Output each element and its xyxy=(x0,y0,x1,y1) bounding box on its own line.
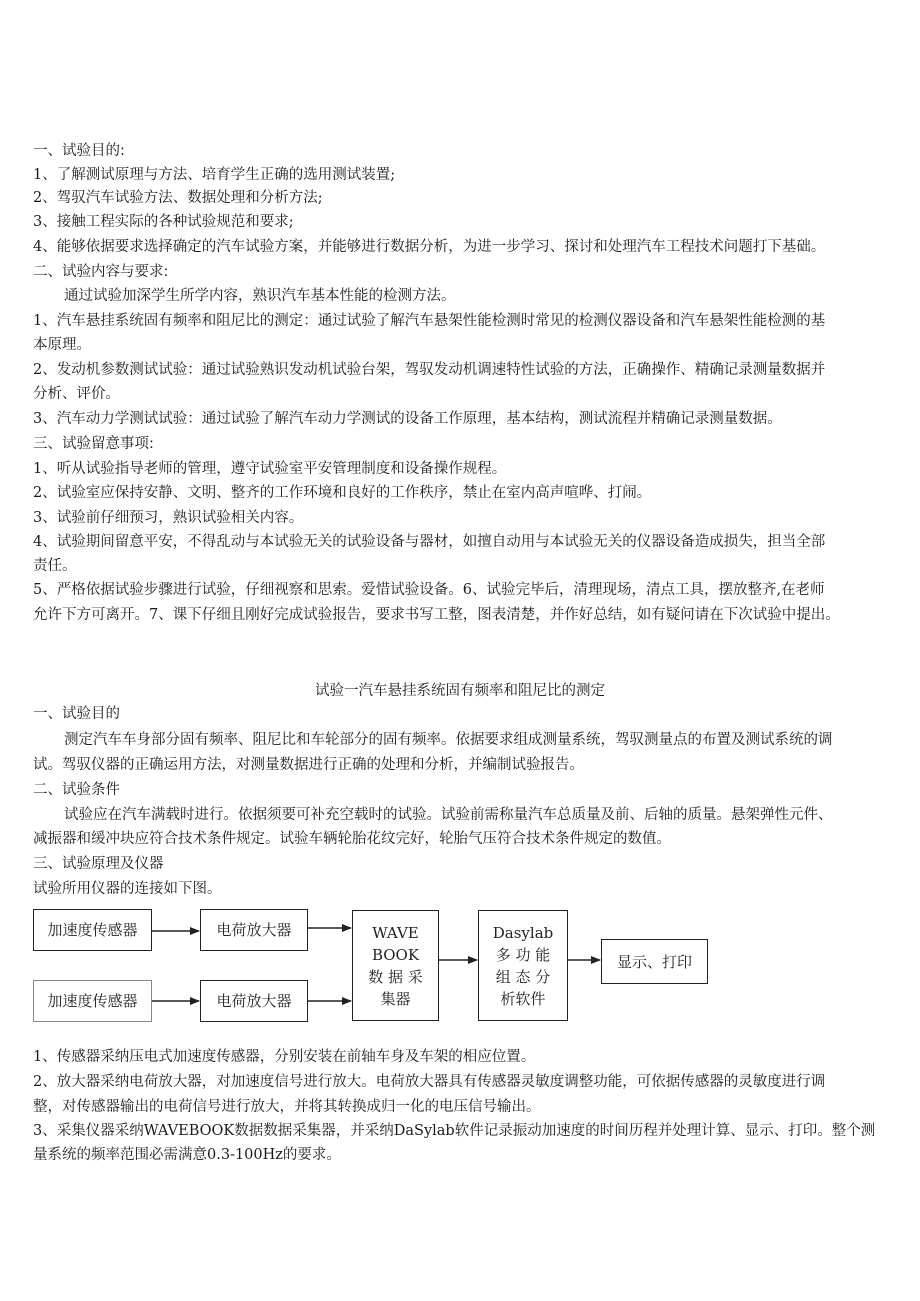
purpose-text: 试。驾驭仪器的正确运用方法，对测量数据进行正确的处理和分析，并编制试验报告。 xyxy=(33,757,584,773)
wavebook-label: 数 据 采 xyxy=(368,967,423,986)
section3-item: 1、听从试验指导老师的管理，遵守试验室平安管理制度和设备操作规程。 xyxy=(33,461,507,477)
note-item: 整，对传感器输出的电荷信号进行放大，并将其转换成归一化的电压信号输出。 xyxy=(33,1099,541,1115)
purpose-text: 测定汽车车身部分固有频率、阻尼比和车轮部分的固有频率。依据要求组成测量系统，驾驭测量点的布置及测试系统的调 xyxy=(64,732,833,748)
wavebook-label: WAVE xyxy=(372,923,419,942)
section2-item: 1、汽车悬挂系统固有频率和阻尼比的测定：通过试验了解汽车悬架性能检测时常见的检测仪器设备和汽车悬架性能检测的基 xyxy=(33,313,826,329)
experiment-title: 试验一汽车悬挂系统固有频率和阻尼比的测定 xyxy=(315,683,605,699)
dasylab-box xyxy=(478,910,568,1021)
section1-item: 1、了解测试原理与方法、培育学生正确的选用测试装置; xyxy=(33,167,396,183)
note-item: 1、传感器采纳压电式加速度传感器，分别安装在前轴车身及车架的相应位置。 xyxy=(33,1049,536,1065)
amplifier-box-2: 电荷放大器 xyxy=(200,980,308,1022)
note-item: 2、放大器采纳电荷放大器，对加速度信号进行放大。电荷放大器具有传感器灵敏度调整功能，可依据传感器的灵敏度进行调 xyxy=(33,1074,826,1090)
conditions-text: 试验应在汽车满载时进行。依据须要可补充空载时的试验。试验前需称量汽车总质量及前、后轴的质量。悬架弹性元件、 xyxy=(64,807,833,823)
amplifier-box-1: 电荷放大器 xyxy=(200,909,308,951)
section3-item: 责任。 xyxy=(33,558,77,574)
wavebook-label: BOOK xyxy=(371,945,420,964)
section3-item: 2、试验室应保持安静、文明、整齐的工作环境和良好的工作秩序，禁止在室内高声喧哗、打闹。 xyxy=(33,485,652,501)
section2-heading: 二、试验内容与要求: xyxy=(33,264,169,280)
note-item: 3、采集仪器采纳WAVEBOOK数据数据采集器，并采纳DaSylab软件记录振动加速度的时间历程并处理计算、显示、打印。整个测 xyxy=(33,1123,876,1139)
section2-item: 2、发动机参数测试试验：通过试验熟识发动机试验台架，驾驭发动机调速特性试验的方法，正确操作、精确记录测量数据并 xyxy=(33,362,826,378)
wavebook-label: 集器 xyxy=(380,989,411,1008)
display-print-box: 显示、打印 xyxy=(601,939,708,984)
section2-item: 本原理。 xyxy=(33,337,91,353)
wavebook-box xyxy=(352,910,439,1021)
purpose-heading: 一、试验目的 xyxy=(33,706,120,722)
conditions-heading: 二、试验条件 xyxy=(33,782,120,798)
section1-item: 4、能够依据要求选择确定的汽车试验方案，并能够进行数据分析，为进一步学习、探讨和处理汽车工程技术问题打下基础。 xyxy=(33,239,826,255)
principle-intro: 试验所用仪器的连接如下图。 xyxy=(33,881,222,897)
dasylab-label: Dasylab xyxy=(492,923,554,942)
section2-intro: 通过试验加深学生所学内容，熟识汽车基本性能的检测方法。 xyxy=(64,288,456,304)
section1-item: 2、驾驭汽车试验方法、数据处理和分析方法; xyxy=(33,190,323,206)
section3-heading: 三、试验留意事项: xyxy=(33,436,154,452)
section3-item: 允许下方可离开。7、课下仔细且刚好完成试验报告，要求书写工整，图表清楚，并作好总结，如有疑问请在下次试验中提出。 xyxy=(33,607,840,623)
principle-heading: 三、试验原理及仪器 xyxy=(33,856,164,872)
dasylab-label: 析软件 xyxy=(500,989,546,1008)
section3-item: 3、试验前仔细预习，熟识试验相关内容。 xyxy=(33,510,304,526)
section2-item: 3、汽车动力学测试试验：通过试验了解汽车动力学测试的设备工作原理，基本结构，测试流程并精确记录测量数据。 xyxy=(33,411,782,427)
dasylab-label: 组 态 分 xyxy=(495,967,551,986)
section3-item: 4、试验期间留意平安，不得乱动与本试验无关的试验设备与器材，如擅自动用与本试验无关的仪器设备造成损失，担当全部 xyxy=(33,534,826,550)
sensor-box-2: 加速度传感器 xyxy=(33,980,152,1022)
section3-item: 5、严格依据试验步骤进行试验，仔细视察和思索。爱惜试验设备。6、试验完毕后，清理现场，清点工具，摆放整齐,在老师 xyxy=(33,582,825,598)
note-item: 量系统的频率范围必需满意0.3-100Hz的要求。 xyxy=(33,1147,341,1163)
sensor-box-1: 加速度传感器 xyxy=(33,909,152,951)
dasylab-label: 多 功 能 xyxy=(495,945,551,964)
conditions-text: 减振器和缓冲块应符合技术条件规定。试验车辆轮胎花纹完好，轮胎气压符合技术条件规定的数值。 xyxy=(33,831,671,847)
section1-item: 3、接触工程实际的各种试验规范和要求; xyxy=(33,214,294,230)
section2-item: 分析、评价。 xyxy=(33,386,120,402)
section1-heading: 一、试验目的: xyxy=(33,143,125,159)
